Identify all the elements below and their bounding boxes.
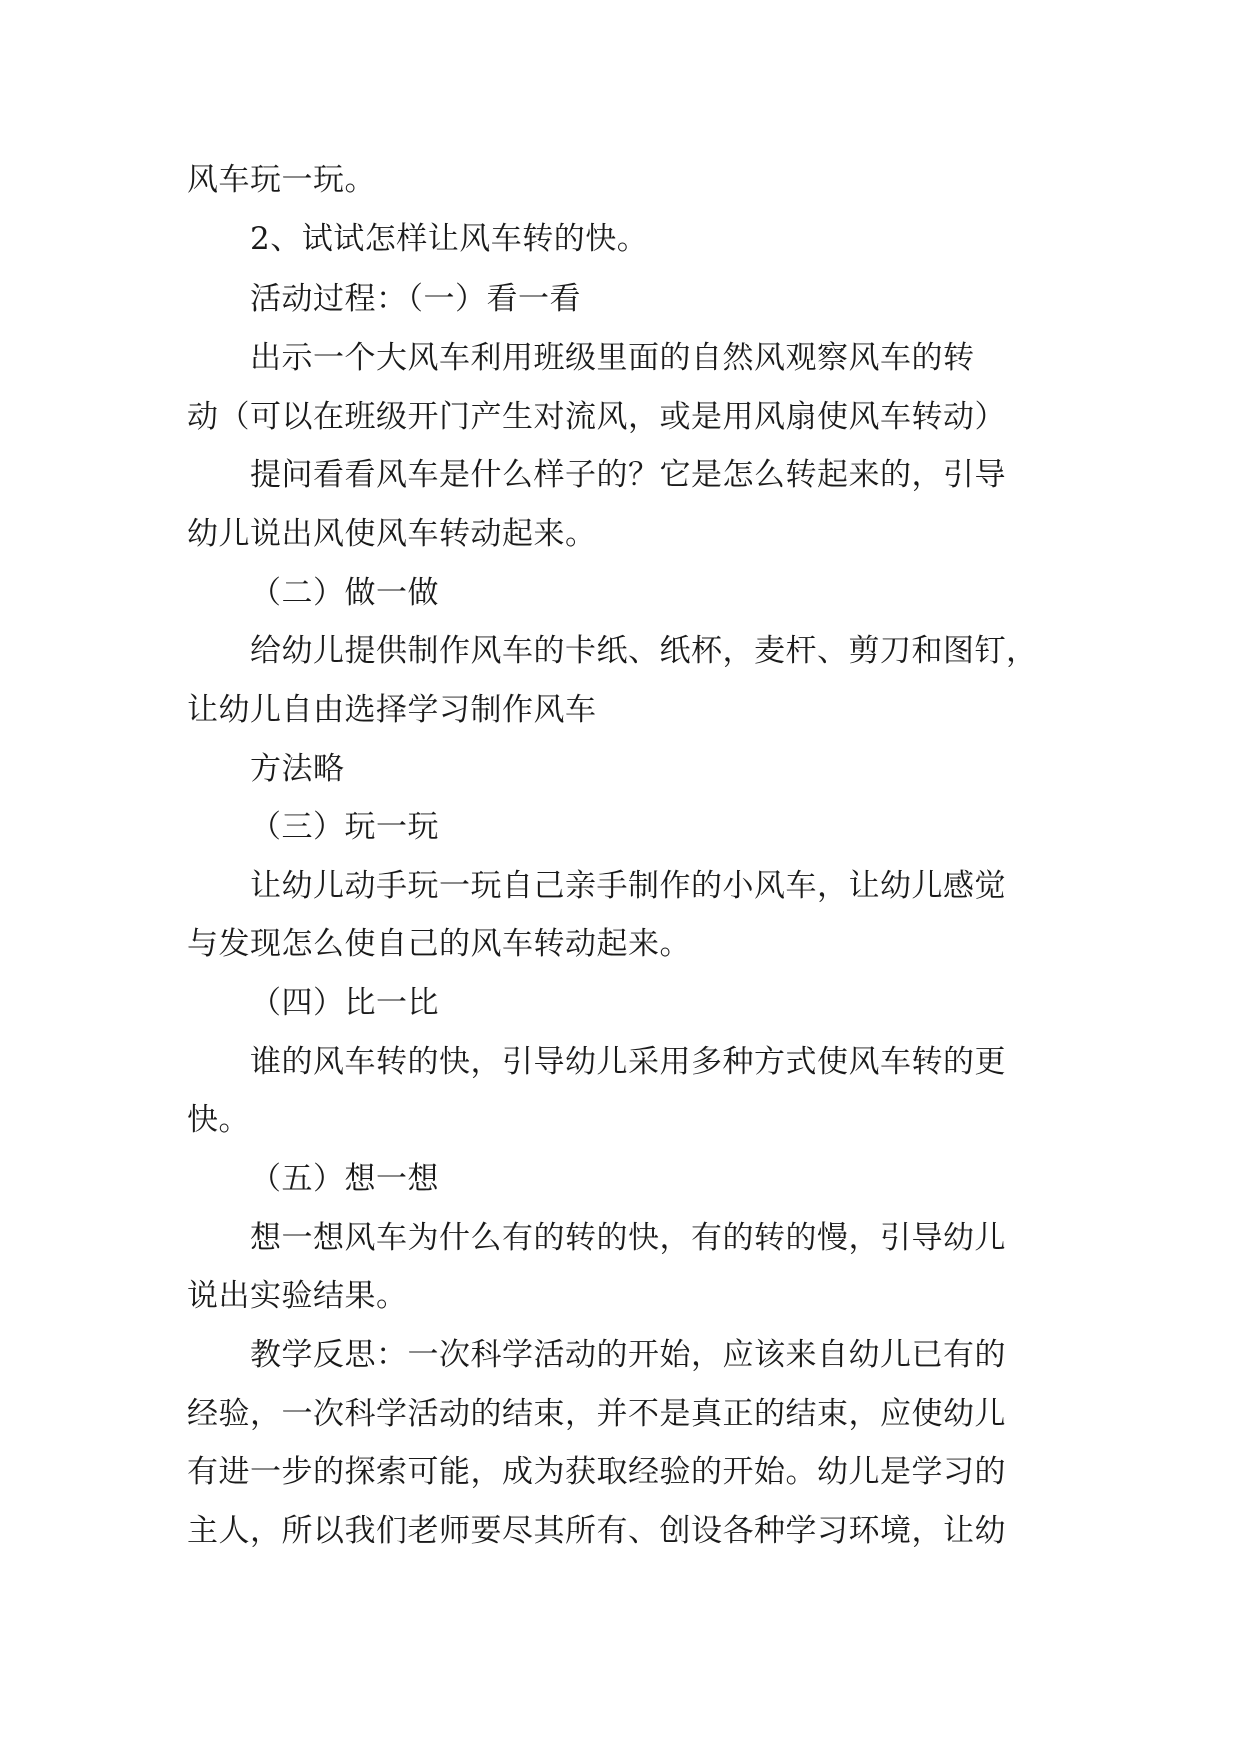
text-line-10: 让幼儿自由选择学习制作风车 — [187, 692, 597, 728]
text-line-12: （三）玩一玩 — [250, 809, 439, 845]
text-line-17: 快。 — [187, 1102, 250, 1138]
text-line-14: 与发现怎么使自己的风车转动起来。 — [187, 926, 691, 962]
text-line-11: 方法略 — [250, 751, 345, 787]
text-line-5: 动（可以在班级开门产生对流风，或是用风扇使风车转动） — [187, 399, 1006, 435]
text-line-8: （二）做一做 — [250, 575, 439, 611]
text-line-15: （四）比一比 — [250, 985, 439, 1021]
text-line-3: 活动过程：（一）看一看 — [250, 281, 581, 317]
text-line-4: 出示一个大风车利用班级里面的自然风观察风车的转 — [250, 340, 975, 376]
text-line-7: 幼儿说出风使风车转动起来。 — [187, 516, 597, 552]
text-line-24: 主人，所以我们老师要尽其所有、创设各种学习环境，让幼 — [187, 1513, 1006, 1549]
text-line-21: 教学反思：一次科学活动的开始，应该来自幼儿已有的 — [250, 1337, 1006, 1373]
text-line-1: 风车玩一玩。 — [187, 162, 376, 198]
text-line-22: 经验，一次科学活动的结束，并不是真正的结束，应使幼儿 — [187, 1396, 1006, 1432]
text-line-2: 2、试试怎样让风车转的快。 — [250, 221, 649, 257]
text-line-23: 有进一步的探索可能，成为获取经验的开始。幼儿是学习的 — [187, 1454, 1006, 1490]
text-line-19: 想一想风车为什么有的转的快，有的转的慢，引导幼儿 — [250, 1220, 1006, 1256]
text-line-13: 让幼儿动手玩一玩自己亲手制作的小风车，让幼儿感觉 — [250, 868, 1006, 904]
text-line-16: 谁的风车转的快，引导幼儿采用多种方式使风车转的更 — [250, 1044, 1006, 1080]
text-line-20: 说出实验结果。 — [187, 1278, 408, 1314]
text-line-18: （五）想一想 — [250, 1161, 439, 1197]
text-line-6: 提问看看风车是什么样子的？它是怎么转起来的，引导 — [250, 457, 1006, 493]
text-line-9: 给幼儿提供制作风车的卡纸、纸杯，麦杆、剪刀和图钉， — [250, 633, 1038, 669]
